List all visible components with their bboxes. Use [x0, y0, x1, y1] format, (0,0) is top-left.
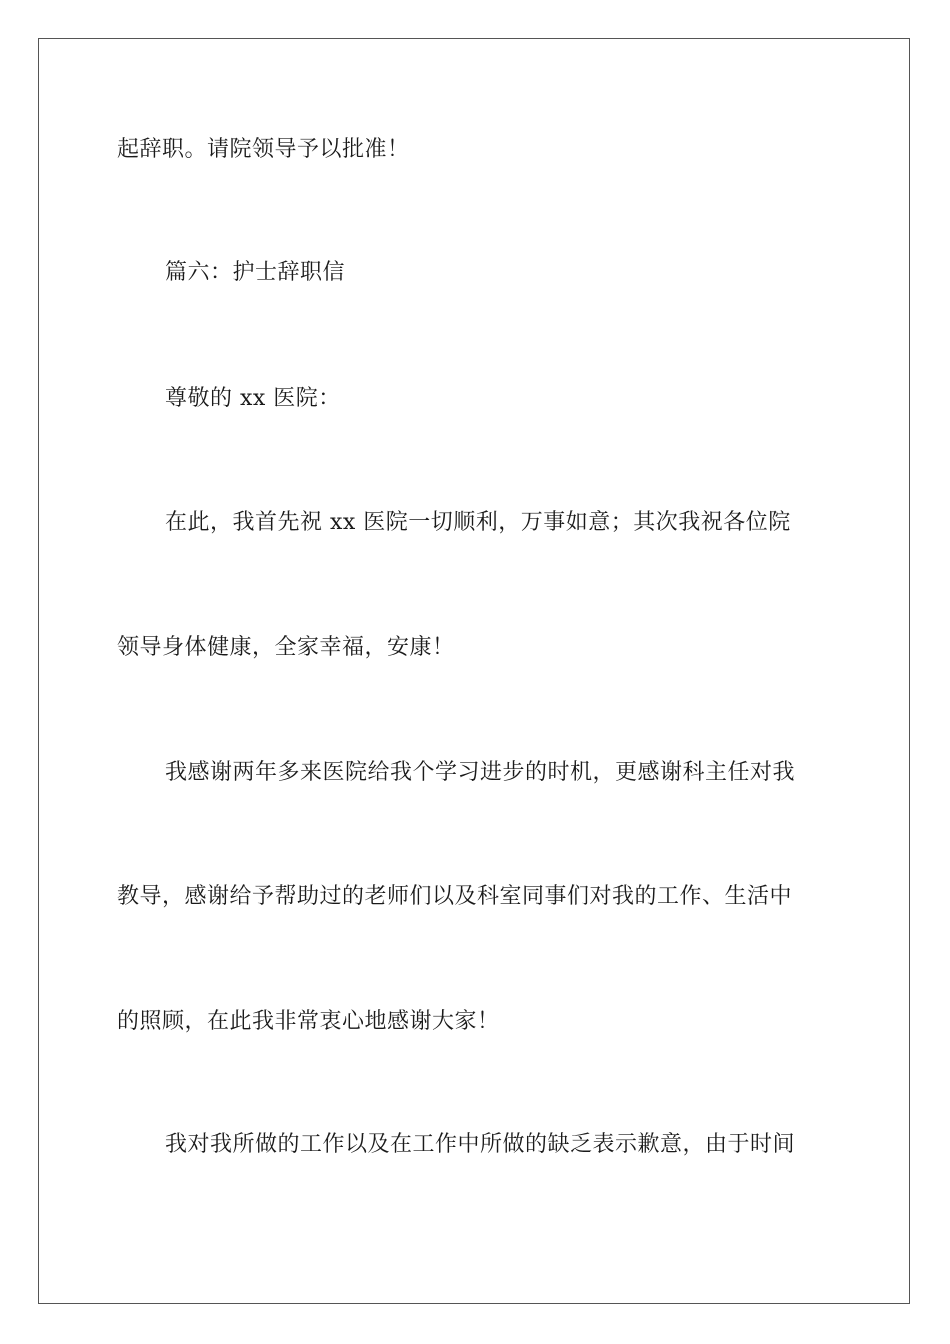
page-border [38, 38, 910, 1304]
text-line-9: 我对我所做的工作以及在工作中所做的缺乏表示歉意，由于时间 [165, 1132, 796, 1157]
text-line-1: 起辞职。请院领导予以批准！ [117, 137, 410, 162]
text-line-7: 教导，感谢给予帮助过的老师们以及科室同事们对我的工作、生活中 [117, 884, 793, 909]
text-line-4: 在此，我首先祝 xx 医院一切顺利，万事如意；其次我祝各位院 [165, 510, 791, 535]
text-line-5: 领导身体健康，全家幸福，安康！ [117, 635, 455, 660]
text-line-6: 我感谢两年多来医院给我个学习进步的时机，更感谢科主任对我 [165, 760, 796, 785]
text-line-8: 的照顾，在此我非常衷心地感谢大家！ [117, 1009, 500, 1034]
section-heading: 篇六：护士辞职信 [165, 260, 346, 285]
salutation: 尊敬的 xx 医院： [165, 386, 341, 411]
